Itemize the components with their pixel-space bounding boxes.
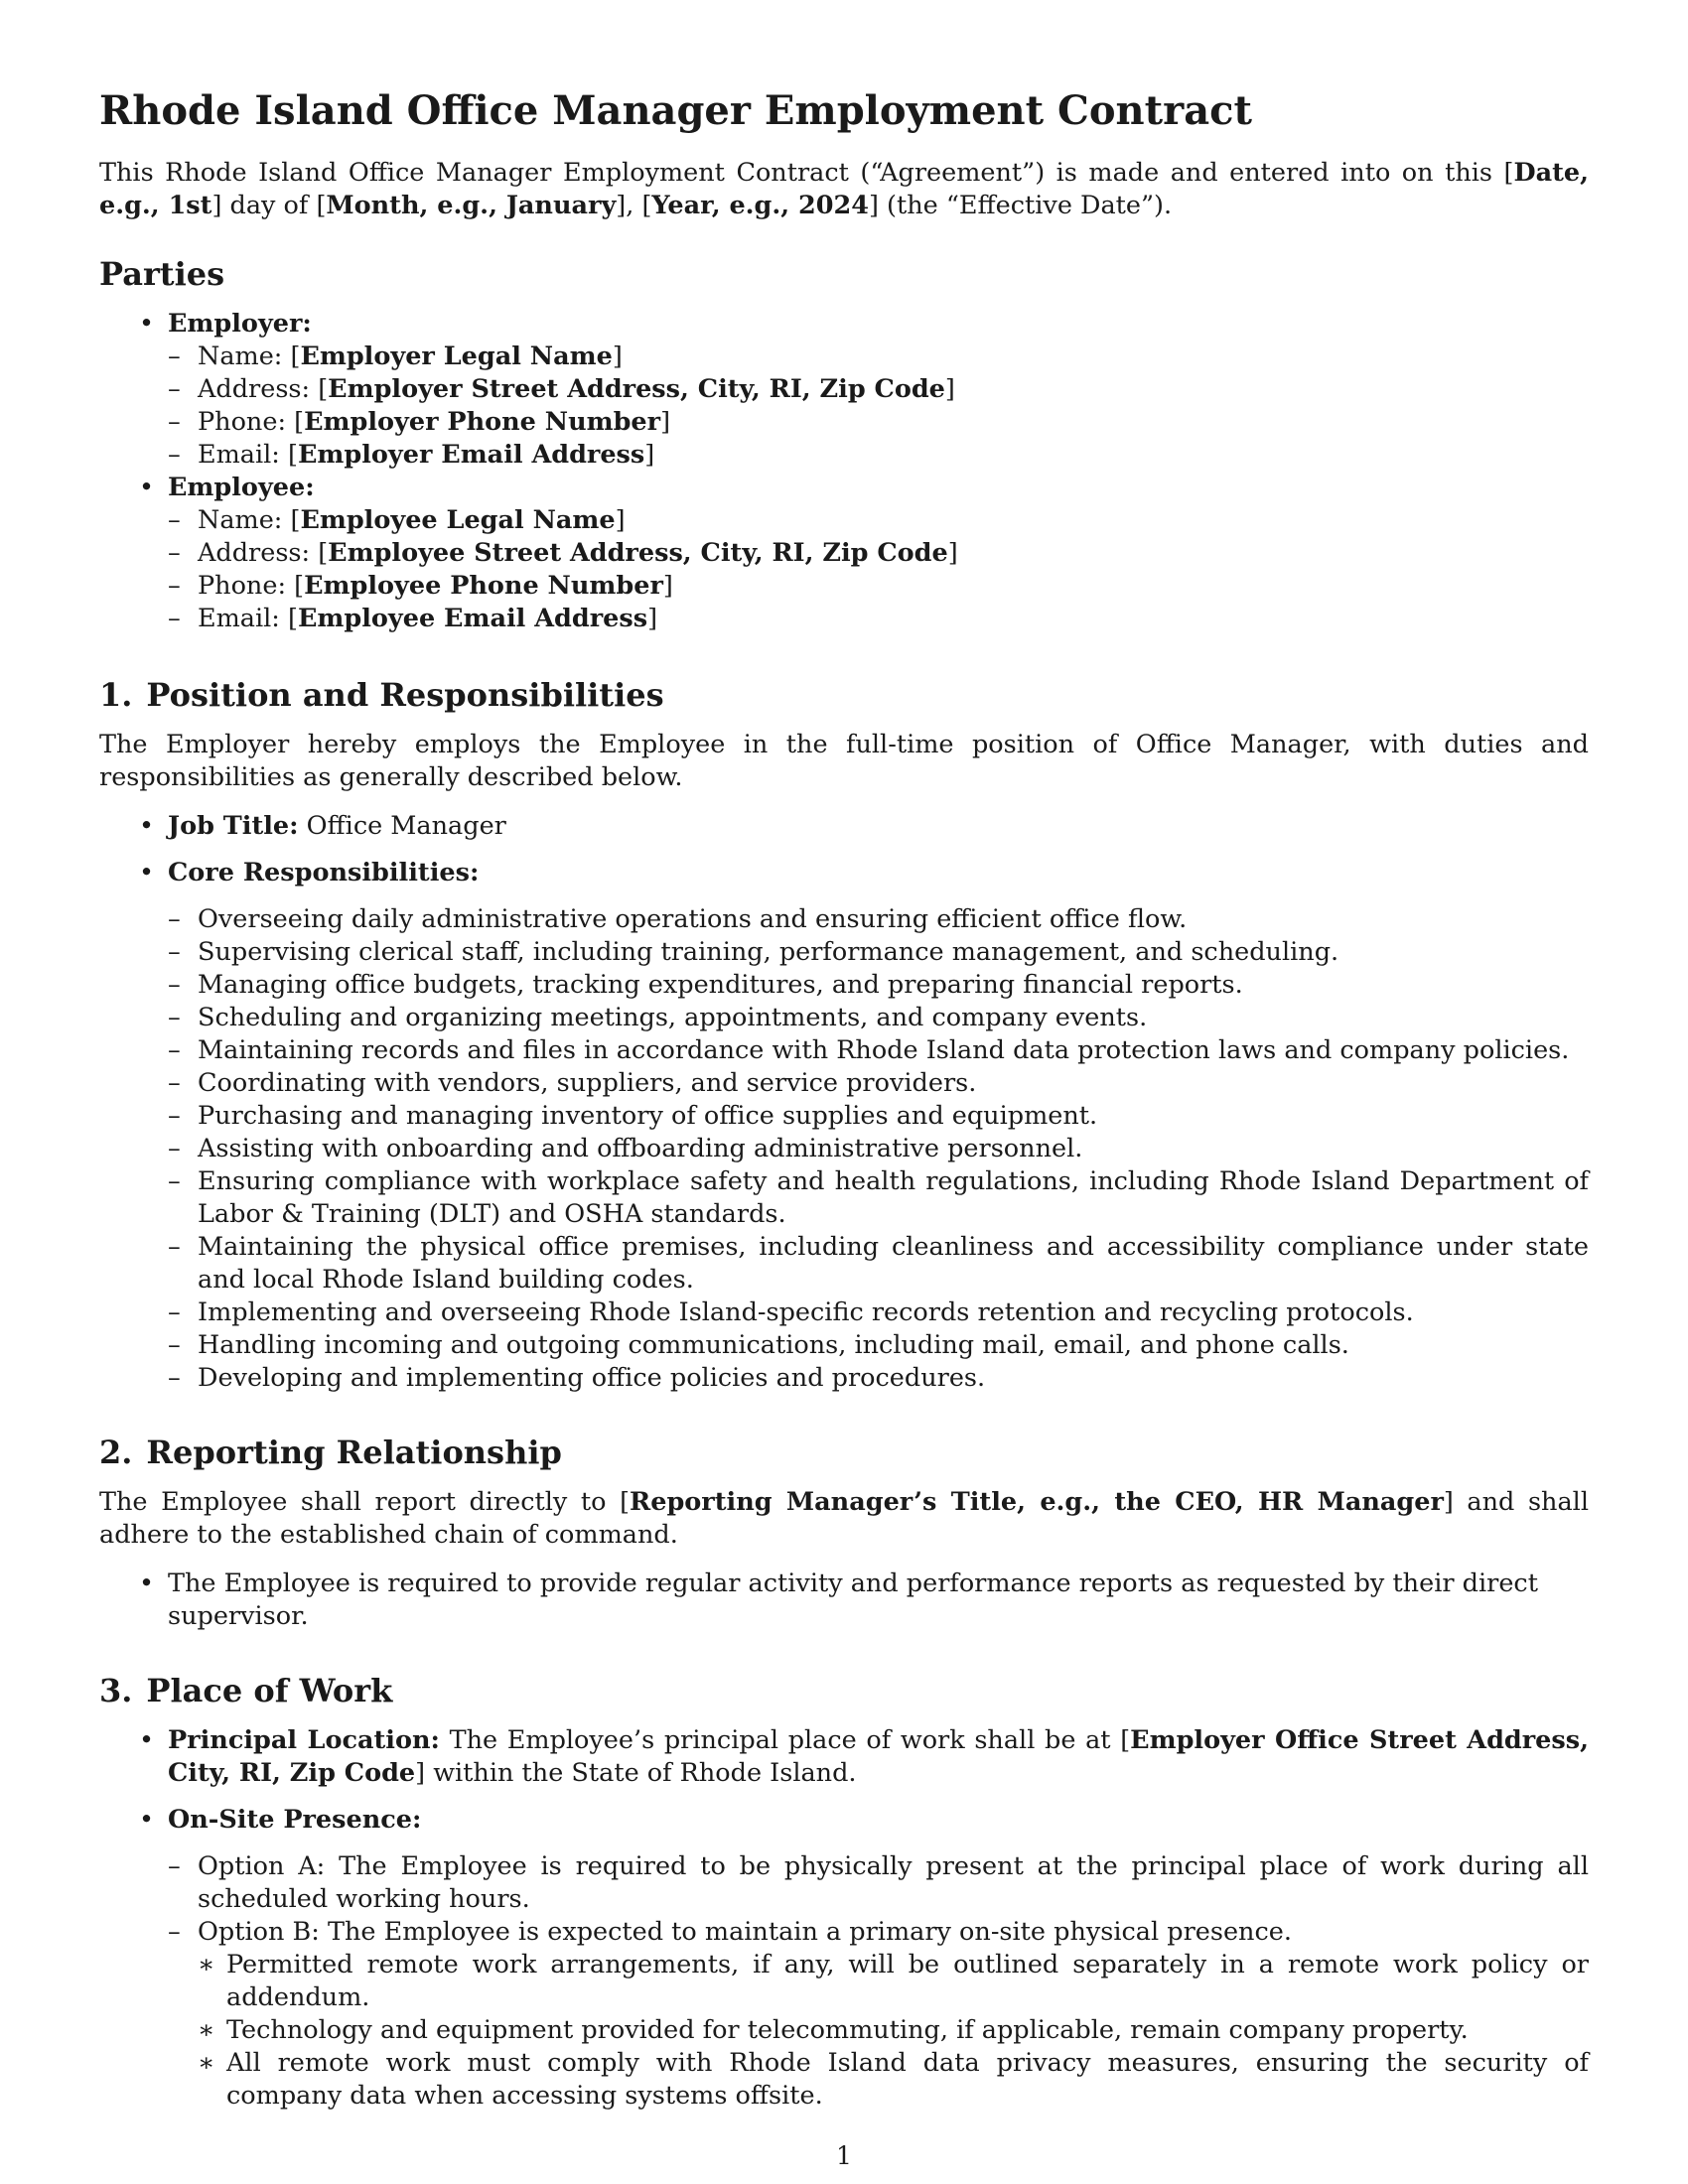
responsibilities-list (168, 903, 1589, 1395)
paragraph-text: within the State of Rhode Island. (425, 1758, 857, 1788)
list-item: – Purchasing and managing inventory of office supplies and equipment. (168, 1100, 1589, 1133)
field-label: Name: (198, 505, 291, 535)
employee-address-placeholder: Employee Street Address, City, RI, Zip Code (328, 538, 948, 568)
paragraph-text: and shall adhere to the established chain of command. (99, 1487, 1589, 1550)
employer-email-placeholder: Employer Email Address (297, 440, 645, 470)
job-title-label: Job Title: (168, 811, 299, 841)
principal-location-label: Principal Location: (168, 1725, 440, 1755)
section-number: 1. (99, 676, 133, 714)
paragraph-text: The Employee’s principal place of work shall be at (439, 1725, 1121, 1755)
reporting-list (99, 1568, 1589, 1633)
parties-list (99, 308, 1589, 635)
document-page (99, 87, 1589, 2113)
list-item: – Maintaining records and files in accordance with Rhode Island data protection laws and company policies. (168, 1034, 1589, 1067)
list-item: – Supervising clerical staff, including training, performance management, and scheduling. (168, 936, 1589, 969)
onsite-options (168, 1850, 1589, 2113)
list-item: • Principal Location: The Employee’s principal place of work shall be at [Employer Office Street Address, City, RI, Zip Code] within the State of Rhode Island. (99, 1724, 1589, 1790)
intro-text: (the “Effective Date”). (878, 191, 1173, 220)
onsite-presence-label: On-Site Presence: (168, 1805, 422, 1835)
list-item: – Phone: [Employer Phone Number] (168, 406, 1589, 439)
manager-placeholder: Reporting Manager’s Title, e.g., the CEO, HR Manager (630, 1487, 1444, 1517)
parties-heading: Parties (99, 255, 225, 293)
employer-address-placeholder: Employer Street Address, City, RI, Zip Code (328, 374, 945, 404)
month-placeholder: Month, e.g., January (326, 191, 617, 220)
list-item: ∗ Permitted remote work arrangements, if any, will be outlined separately in a remote work policy or addendum. (198, 1949, 1589, 2014)
list-item (99, 308, 1589, 472)
list-item: – Handling incoming and outgoing communications, including mail, email, and phone calls. (168, 1329, 1589, 1362)
section-number: 2. (99, 1433, 133, 1471)
field-label: Name: (198, 341, 291, 371)
list-item: – Address: [Employee Street Address, City, RI, Zip Code] (168, 537, 1589, 570)
employee-details (168, 504, 1589, 635)
list-item: – Ensuring compliance with workplace safety and health regulations, including Rhode Island Department of Labor & Training (DLT) and OSHA standards. (168, 1165, 1589, 1231)
list-item: – Address: [Employer Street Address, City, RI, Zip Code] (168, 373, 1589, 406)
date-placeholder: Date, e.g., 1st (99, 158, 1589, 220)
list-item: – Name: [Employee Legal Name] (168, 504, 1589, 537)
section-heading (99, 675, 1589, 715)
field-label: Email: (198, 440, 289, 470)
employer-details (168, 341, 1589, 472)
section-heading (99, 1433, 1589, 1472)
list-item: – Coordinating with vendors, suppliers, and service providers. (168, 1067, 1589, 1100)
employee-email-placeholder: Employee Email Address (297, 604, 648, 633)
place-of-work-list (99, 1724, 1589, 2113)
section-heading (99, 1671, 1589, 1710)
intro-text: day of (221, 191, 317, 220)
office-address-placeholder: Employer Office Street Address, City, RI, Zip Code (168, 1725, 1589, 1788)
field-label: Address: (198, 374, 319, 404)
list-item: – Email: [Employer Email Address] (168, 439, 1589, 472)
employee-label: Employee: (168, 473, 315, 502)
list-item (168, 1916, 1589, 2113)
list-item: – Maintaining the physical office premises, including cleanliness and accessibility compliance under state and local Rhode Island building codes. (168, 1231, 1589, 1297)
option-b-text: Option B: The Employee is expected to maintain a primary on-site physical presence. (198, 1917, 1292, 1947)
intro-text: This Rhode Island Office Manager Employment Contract (“Agreement”) is made and entered into on this (99, 158, 1504, 188)
section-paragraph: The Employee shall report directly to [Reporting Manager’s Title, e.g., the CEO, HR Manager] and shall adhere to the established chain of command. (99, 1487, 1589, 1550)
intro-paragraph: This Rhode Island Office Manager Employment Contract (“Agreement”) is made and entered into on this [Date, e.g., 1st] day of [Month, e.g., January], [Year, e.g., 2024] (the “Effective Date”). (99, 158, 1589, 220)
employee-name-placeholder: Employee Legal Name (300, 505, 616, 535)
employer-phone-placeholder: Employer Phone Number (304, 407, 661, 437)
position-list (99, 810, 1589, 1395)
list-item (99, 810, 1589, 843)
intro-text: , (626, 191, 642, 220)
list-item: ∗ Technology and equipment provided for telecommuting, if applicable, remain company property. (198, 2014, 1589, 2047)
list-item: • The Employee is required to provide regular activity and performance reports as requested by their direct supervisor. (99, 1568, 1589, 1633)
paragraph-text: The Employee shall report directly to (99, 1487, 621, 1517)
field-label: Phone: (198, 571, 295, 601)
document-title: Rhode Island Office Manager Employment Contract (99, 87, 1252, 134)
list-item: – Email: [Employee Email Address] (168, 603, 1589, 635)
list-item: – Assisting with onboarding and offboarding administrative personnel. (168, 1133, 1589, 1165)
list-item: – Phone: [Employee Phone Number] (168, 570, 1589, 603)
employer-label: Employer: (168, 309, 312, 339)
list-item (99, 1804, 1589, 2113)
section-title: Position and Responsibilities (146, 676, 664, 714)
list-item: – Option A: The Employee is required to be physically present at the principal place of work during all scheduled working hours. (168, 1850, 1589, 1916)
page-number: 1 (836, 2141, 852, 2170)
employer-name-placeholder: Employer Legal Name (300, 341, 613, 371)
list-item: – Scheduling and organizing meetings, appointments, and company events. (168, 1002, 1589, 1034)
employee-phone-placeholder: Employee Phone Number (304, 571, 663, 601)
list-item (99, 472, 1589, 635)
list-item: – Overseeing daily administrative operations and ensuring efficient office flow. (168, 903, 1589, 936)
year-placeholder: Year, e.g., 2024 (651, 191, 869, 220)
field-label: Address: (198, 538, 319, 568)
field-label: Phone: (198, 407, 295, 437)
option-b-list (198, 1949, 1589, 2113)
section-title: Reporting Relationship (146, 1433, 562, 1471)
field-label: Email: (198, 604, 289, 633)
list-item: – Developing and implementing office policies and procedures. (168, 1362, 1589, 1395)
section-paragraph: The Employer hereby employs the Employee in the full-time position of Office Manager, with duties and responsibilities as generally described below. (99, 730, 1589, 792)
job-title-value: Office Manager (298, 811, 506, 841)
core-responsibilities-label: Core Responsibilities: (168, 858, 480, 887)
section-title: Place of Work (146, 1672, 393, 1709)
list-item (99, 857, 1589, 1395)
list-item: – Managing office budgets, tracking expenditures, and preparing financial reports. (168, 969, 1589, 1002)
list-item: ∗ All remote work must comply with Rhode Island data privacy measures, ensuring the security of company data when accessing systems offsite. (198, 2047, 1589, 2113)
section-number: 3. (99, 1672, 133, 1709)
list-item: – Implementing and overseeing Rhode Island-specific records retention and recycling protocols. (168, 1297, 1589, 1329)
list-item: – Name: [Employer Legal Name] (168, 341, 1589, 373)
